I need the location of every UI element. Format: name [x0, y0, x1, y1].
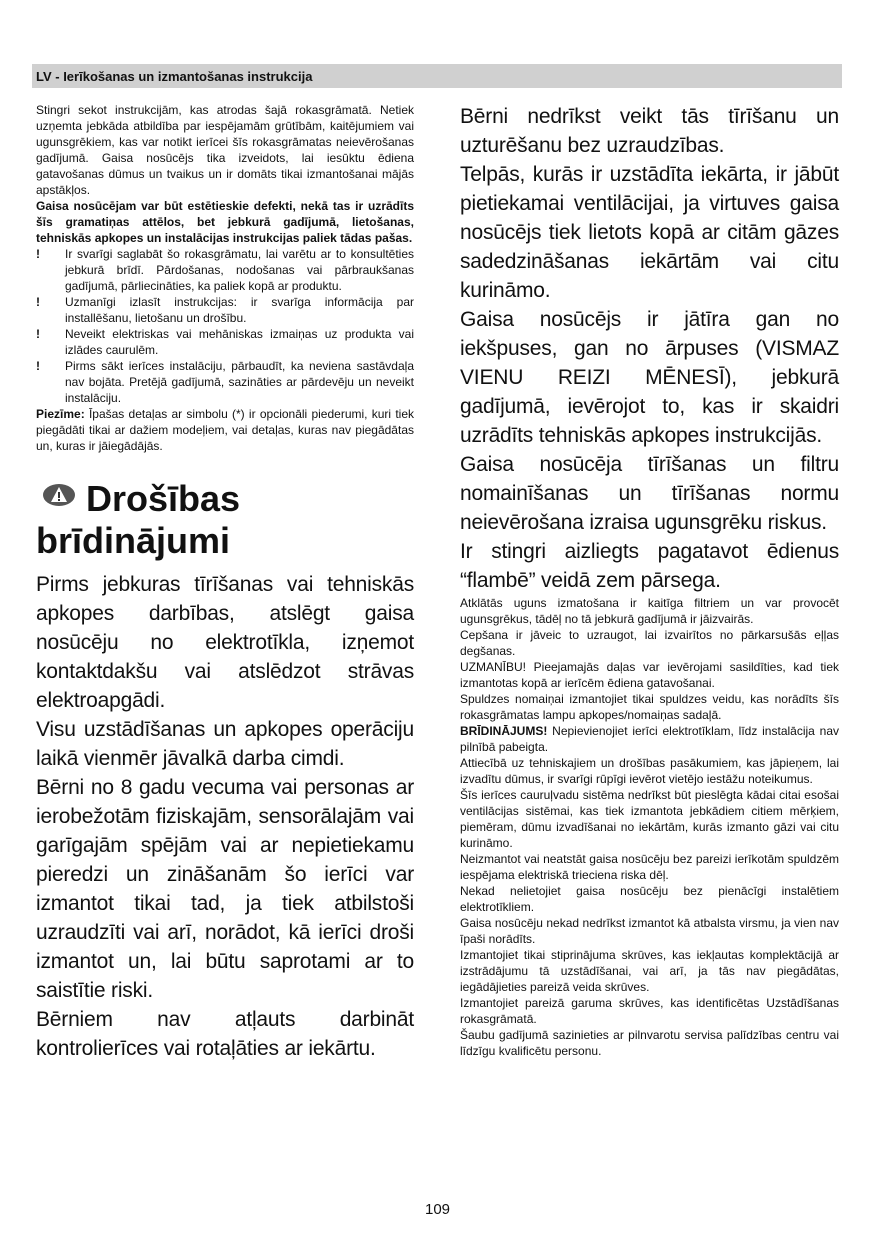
- safety-note: [460, 723, 839, 755]
- safety-note: [460, 1027, 839, 1059]
- safety-note: [460, 995, 839, 1027]
- safety-paragraph: Gaisa nosūcējs ir jātīra gan no iekšpuses, gan no ārpuses (VISMAZ VIENU REIZI MĒNESĪ), jebkurā gadījumā, ievērojot to, kas ir skaidri uzrādīts tehniskās apkopes instrukcijās.: [460, 308, 839, 447]
- warning-text: Uzmanīgi izlasīt instrukcijas: ir svarīga informācija par installēšanu, lietošanu un drošību.: [65, 295, 414, 325]
- warning-text: Neveikt elektriskas vai mehāniskas izmaiņas uz produkta vai izlādes caurulēm.: [65, 327, 414, 357]
- safety-note: [460, 947, 839, 995]
- safety-note-text: Gaisa nosūcēju nekad nedrīkst izmantot kā atbalsta virsmu, ja vien nav īpaši norādīts.: [460, 916, 839, 946]
- safety-note-text: Cepšana ir jāveic to uzraugot, lai izvairītos no pārkarsušās eļļas degšanas.: [460, 628, 839, 658]
- safety-note: [460, 595, 839, 627]
- intro-paragraph: Stingri sekot instrukcijām, kas atrodas šajā rokasgrāmatā. Netiek uzņemta jebkāda atbildība par iespējamām grūtībām, kaitējumiem vai ugunsgrēkiem, kas var notikt ierīcei šīs rokasgrāmatas neievērošanas gadījumā. Gaisa nosūcējs tika izveidots, lai iesūktu ēdiena gatavošanas dūmus un tvaikus un ir domāts tikai izmantošanai mājās apstākļos.: [36, 103, 414, 197]
- exclamation-icon: !: [36, 295, 40, 309]
- safety-note-text: Izmantojiet tikai stiprinājuma skrūves, kas iekļautas komplektācijā ar izstrādājumu tā uzstādīšanai, vai arī, ja tās nav piegādātas, iegādājieties pareizā veida skrūves.: [460, 948, 839, 994]
- right-column: [460, 102, 839, 1059]
- document-header-title: LV - Ierīkošanas un izmantošanas instrukcija: [36, 69, 313, 84]
- safety-note-text: Šaubu gadījumā sazinieties ar pilnvarotu servisa palīdzības centru vai līdzīgu kvalificētu personu.: [460, 1028, 839, 1058]
- safety-paragraph: Bērniem nav atļauts darbināt kontrolierīces vai rotaļāties ar iekārtu.: [36, 1008, 414, 1060]
- safety-note: [460, 627, 839, 659]
- warning-label: BRĪDINĀJUMS!: [460, 724, 548, 738]
- warning-text: Pirms sākt ierīces instalāciju, pārbaudīt, ka neviena sastāvdaļa nav bojāta. Pretējā gadījumā, sazināties ar pārdevēju un neveikt instalāciju.: [65, 359, 414, 405]
- safety-note-text: Nepievienojiet ierīci elektrotīklam, līdz instalācija nav pilnībā pabeigta.: [460, 724, 839, 754]
- note-text: Īpašas detaļas ar simbolu (*) ir opcionāli piederumi, kuri tiek piegādāti tikai ar dažiem modeļiem, vai detaļas, kuras nav piegādātas un, kuras ir jāiegādājās.: [36, 407, 414, 453]
- warning-item: [36, 246, 414, 294]
- safety-note-text: Attiecībā uz tehniskajiem un drošības pasākumiem, kas jāpieņem, lai izvadītu dūmus, ir svarīgi rūpīgi ievērot vietējo iestāžu noteikumus.: [460, 756, 839, 786]
- safety-paragraph: Gaisa nosūcēja tīrīšanas un filtru nomainīšanas un tīrīšanas normu neievērošana izraisa ugunsgrēku riskus.: [460, 453, 839, 534]
- safety-note-text: Nekad nelietojiet gaisa nosūcēju bez pienācīgi instalētiem elektrotīkliem.: [460, 884, 839, 914]
- safety-note-text: Spuldzes nomaiņai izmantojiet tikai spuldzes veidu, kas norādīts šīs rokasgrāmatas lampu apkopes/nomaiņas sadaļā.: [460, 692, 839, 722]
- warning-item: [36, 358, 414, 406]
- safety-note-text: Šīs ierīces cauruļvadu sistēma nedrīkst būt pieslēgta kādai citai esošai ventilācijas sistēmai, kas tiek izmantota jebkādiem citiem mērķiem, piemēram, dūmu izvadīšanai no iekārtām, kurās izmanto gāzi vai citu kurināmo.: [460, 788, 839, 850]
- exclamation-icon: !: [36, 327, 40, 341]
- safety-paragraph: Ir stingri aizliegts pagatavot ēdienus “flambē” veidā zem pārsega.: [460, 540, 839, 592]
- safety-paragraph: Pirms jebkuras tīrīšanas vai tehniskās apkopes darbības, atslēgt gaisa nosūcēju no elektrotīkla, izņemot kontaktdakšu vai atslēdzot strāvas elektroapgādi.: [36, 573, 414, 712]
- exclamation-icon: !: [36, 247, 40, 261]
- safety-paragraph: Telpās, kurās ir uzstādīta iekārta, ir jābūt pietiekamai ventilācijai, ja virtuves gaisa nosūcējs tiek lietots kopā ar citām gāzes sadedzināšanas iekārtām vai citu kurināmo.: [460, 163, 839, 302]
- safety-paragraph: Bērni nedrīkst veikt tās tīrīšanu un uzturēšanu bez uzraudzības.: [460, 105, 839, 157]
- warning-text: Ir svarīgi saglabāt šo rokasgrāmatu, lai varētu ar to konsultēties jebkurā brīdī. Pārdošanas, nodošanas vai pārbraukšanas gadījumā, pārliecināties, ka paliek kopā ar produktu.: [65, 247, 414, 293]
- safety-note: [460, 851, 839, 883]
- section-title-line1: Drošības: [86, 478, 241, 519]
- section-title: [36, 474, 414, 562]
- safety-note-text: Izmantojiet pareizā garuma skrūves, kas identificētas Uzstādīšanas rokasgrāmatā.: [460, 996, 839, 1026]
- safety-note: [460, 691, 839, 723]
- document-header-bar: [32, 64, 842, 88]
- warning-item: [36, 326, 414, 358]
- safety-paragraph: Bērni no 8 gadu vecuma vai personas ar ierobežotām fiziskajām, sensorālajām vai garīgajām spējām vai ar nepietiekamu pieredzi un zināšanām šo ierīci var izmantot tikai tad, ja tiek atbilstoši uzraudzīti vai arī, norādot, kā ierīci droši izmantot un, lai būtu saprotami ar to saistītie riski.: [36, 776, 414, 1002]
- note-paragraph: [36, 406, 414, 454]
- safety-note: [460, 755, 839, 787]
- safety-paragraph: Visu uzstādīšanas un apkopes operāciju laikā vienmēr jāvalkā darba cimdi.: [36, 718, 414, 770]
- safety-note: [460, 915, 839, 947]
- warning-triangle-icon: [42, 474, 76, 498]
- warning-item: [36, 294, 414, 326]
- safety-note: [460, 787, 839, 851]
- note-label: Piezīme:: [36, 407, 85, 421]
- section-title-line2: brīdinājumi: [36, 520, 231, 561]
- bold-notice-paragraph: Gaisa nosūcējam var būt estētieskie defekti, nekā tas ir uzrādīts šīs gramatiņas attēlos, bet jebkurā gadījumā, lietošanas, tehniskās apkopes un instalācijas instrukcijas paliek tādas pašas.: [36, 199, 414, 245]
- page-number: 109: [424, 1201, 451, 1218]
- safety-note: [460, 883, 839, 915]
- safety-note: [460, 659, 839, 691]
- left-column: [36, 102, 414, 1063]
- safety-note-text: Atklātās uguns izmatošana ir kaitīga filtriem un var provocēt ugunsgrēkus, tādēļ no tā jebkurā gadījumā ir jāizvairās.: [460, 596, 839, 626]
- exclamation-icon: !: [36, 359, 40, 373]
- safety-note-text: UZMANĪBU! Pieejamajās daļas var ievērojami sasildīties, kad tiek izmantotas kopā ar ierīcēm ēdiena gatavošanai.: [460, 660, 839, 690]
- warning-list: [36, 246, 414, 406]
- safety-note-text: Neizmantot vai neatstāt gaisa nosūcēju bez pareizi ierīkotām spuldzēm iespējama elektriskā trieciena riska dēļ.: [460, 852, 839, 882]
